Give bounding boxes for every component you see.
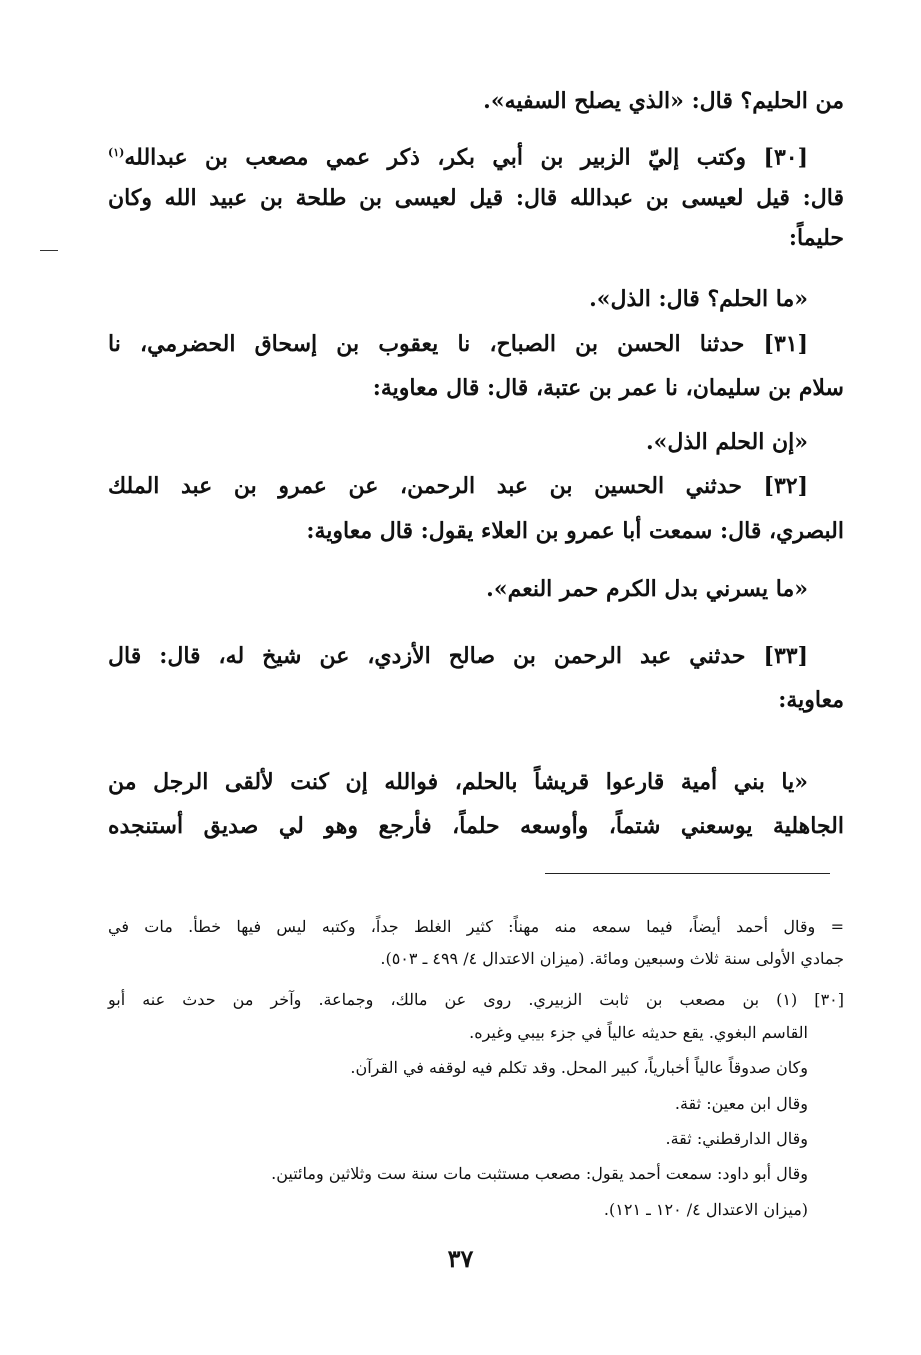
main-line-12: [٣٣] حدثني عبد الرحمن بن صالح الأزدي، عن شيخ له، قال: قال xyxy=(108,643,808,669)
footnote-line-1: = وقال أحمد أيضاً، فيما سمعه منه مهناً: كثير الغلط جداً، وكتبه ليس فيها خطأ. مات في xyxy=(108,917,844,936)
footnote-line-4: القاسم البغوي. يقع حديثه عالياً في جزء بيبي وغيره. xyxy=(469,1023,808,1042)
main-line-1: من الحليم؟ قال: «الذي يصلح السفيه». xyxy=(483,88,844,114)
main-line-6: [٣١] حدثنا الحسن بن الصباح، نا يعقوب بن إسحاق الحضرمي، نا xyxy=(108,331,808,357)
main-line-7: سلام بن سليمان، نا عمر بن عتبة، قال: قال معاوية: xyxy=(372,375,844,401)
main-line-3: قال: قيل لعيسى بن عبدالله قال: قيل لعيسى بن طلحة بن عبيد الله وكان xyxy=(108,185,844,211)
footnote-line-6: وقال ابن معين: ثقة. xyxy=(674,1094,808,1113)
margin-mark xyxy=(40,250,58,251)
main-line-8: «إن الحلم الذل». xyxy=(645,429,808,455)
footnote-ref: (١) xyxy=(108,146,125,159)
main-line-5: «ما الحلم؟ قال: الذل». xyxy=(589,286,808,312)
main-line-4: حليماً: xyxy=(788,225,844,251)
main-line-13: معاوية: xyxy=(778,687,844,713)
main-line-15: الجاهلية يوسعني شتماً، وأوسعه حلماً، فأرجع وهو لي صديق أستنجده xyxy=(108,813,844,839)
main-line-9: [٣٢] حدثني الحسين بن عبد الرحمن، عن عمرو بن عبد الملك xyxy=(108,473,808,499)
page-number: ٣٧ xyxy=(447,1244,474,1273)
footnote-line-8: وقال أبو داود: سمعت أحمد يقول: مصعب مستثبت مات سنة ست وثلاثين ومائتين. xyxy=(271,1164,808,1183)
footnote-line-7: وقال الدارقطني: ثقة. xyxy=(665,1129,808,1148)
main-line-10: البصري، قال: سمعت أبا عمرو بن العلاء يقول: قال معاوية: xyxy=(306,518,844,544)
footnote-line-9: (ميزان الاعتدال ٤/ ١٢٠ ـ ١٢١). xyxy=(603,1200,808,1219)
footnote-divider xyxy=(545,873,830,874)
footnote-line-3: [٣٠] (١) بن مصعب بن ثابت الزبيري. روى عن مالك، وجماعة. وآخر من حدث عنه أبو xyxy=(108,990,844,1009)
main-line-14: «يا بني أمية قارعوا قريشاً بالحلم، فوالله إن كنت لألقى الرجل من xyxy=(108,769,808,795)
footnote-line-2: جمادي الأولى سنة ثلاث وسبعين ومائة. (ميزان الاعتدال ٤/ ٤٩٩ ـ ٥٠٣). xyxy=(380,949,844,968)
main-line-11: «ما يسرني بدل الكرم حمر النعم». xyxy=(486,576,808,602)
main-line-2-text: [٣٠] وكتب إليّ الزبير بن أبي بكر، ذكر عمي مصعب بن عبدالله xyxy=(124,144,808,171)
footnote-line-5: وكان صدوقاً عالياً أخبارياً، كبير المحل. وقد تكلم فيه لوقفه في القرآن. xyxy=(350,1058,808,1077)
